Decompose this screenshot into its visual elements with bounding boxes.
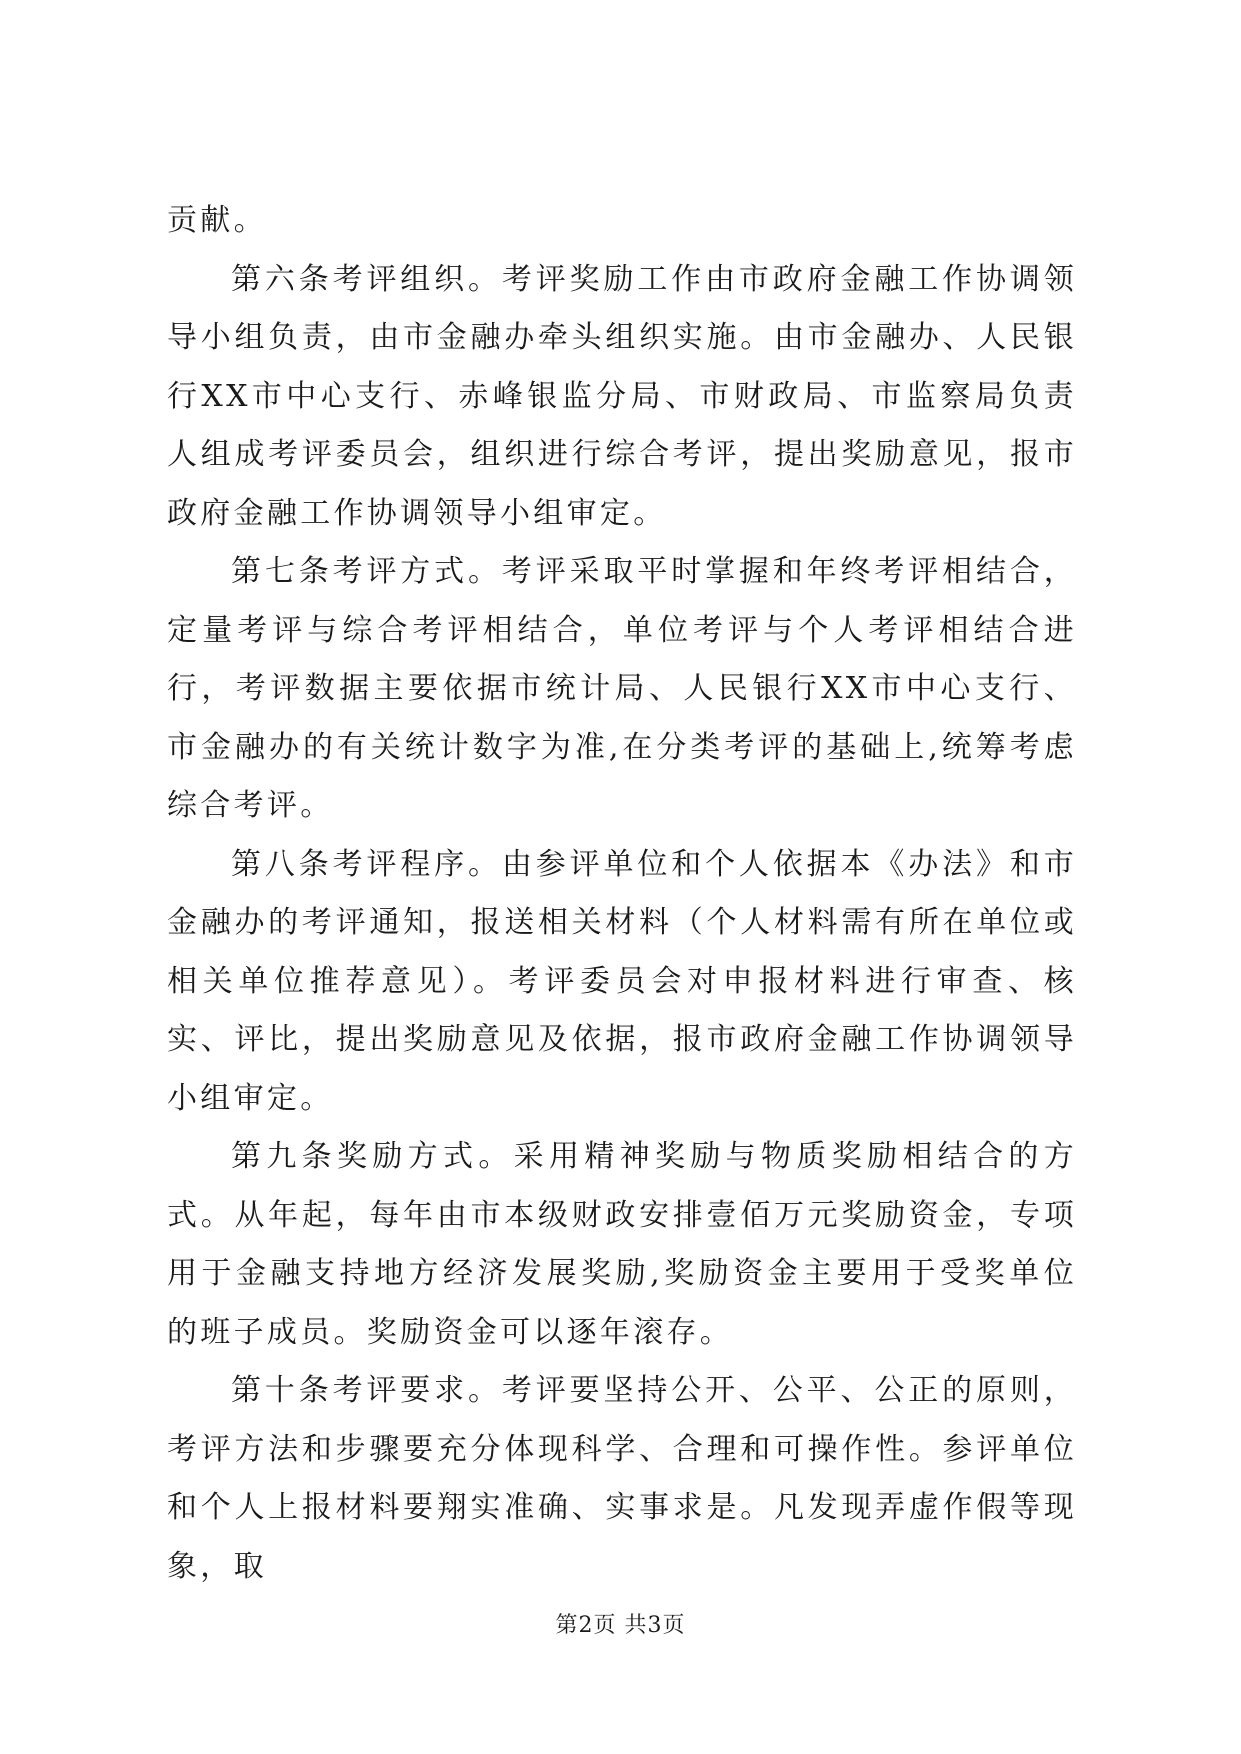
paragraph-article-9: 第九条奖励方式。采用精神奖励与物质奖励相结合的方式。从年起，每年由市本级财政安排壹佰万元奖励资金，专项用于金融支持地方经济发展奖励,奖励资金主要用于受奖单位的班子成员。奖励资金可以逐年滚存。	[167, 1139, 1077, 1350]
paragraph-article-10: 第十条考评要求。考评要坚持公开、公平、公正的原则，考评方法和步骤要充分体现科学、合理和可操作性。参评单位和个人上报材料要翔实准确、实事求是。凡发现弄虚作假等现象，取	[167, 1373, 1077, 1584]
page-footer	[0, 1608, 1241, 1639]
document-body	[167, 192, 1077, 1596]
paragraph-article-8: 第八条考评程序。由参评单位和个人依据本《办法》和市金融办的考评通知，报送相关材料（个人材料需有所在单位或相关单位推荐意见）。考评委员会对申报材料进行审查、核实、评比，提出奖励意见及依据，报市政府金融工作协调领导小组审定。	[167, 846, 1077, 1116]
page-number-label: 第2页 共3页	[555, 1613, 686, 1638]
paragraph-article-7: 第七条考评方式。考评采取平时掌握和年终考评相结合，定量考评与综合考评相结合，单位考评与个人考评相结合进行，考评数据主要依据市统计局、人民银行XX市中心支行、市金融办的有关统计数字为准,在分类考评的基础上,统筹考虑综合考评。	[167, 554, 1077, 823]
paragraph-continuation: 贡献。	[167, 203, 267, 238]
paragraph-article-6: 第六条考评组织。考评奖励工作由市政府金融工作协调领导小组负责，由市金融办牵头组织实施。由市金融办、人民银行XX市中心支行、赤峰银监分局、市财政局、市监察局负责人组成考评委员会，组织进行综合考评，提出奖励意见，报市政府金融工作协调领导小组审定。	[167, 261, 1077, 531]
